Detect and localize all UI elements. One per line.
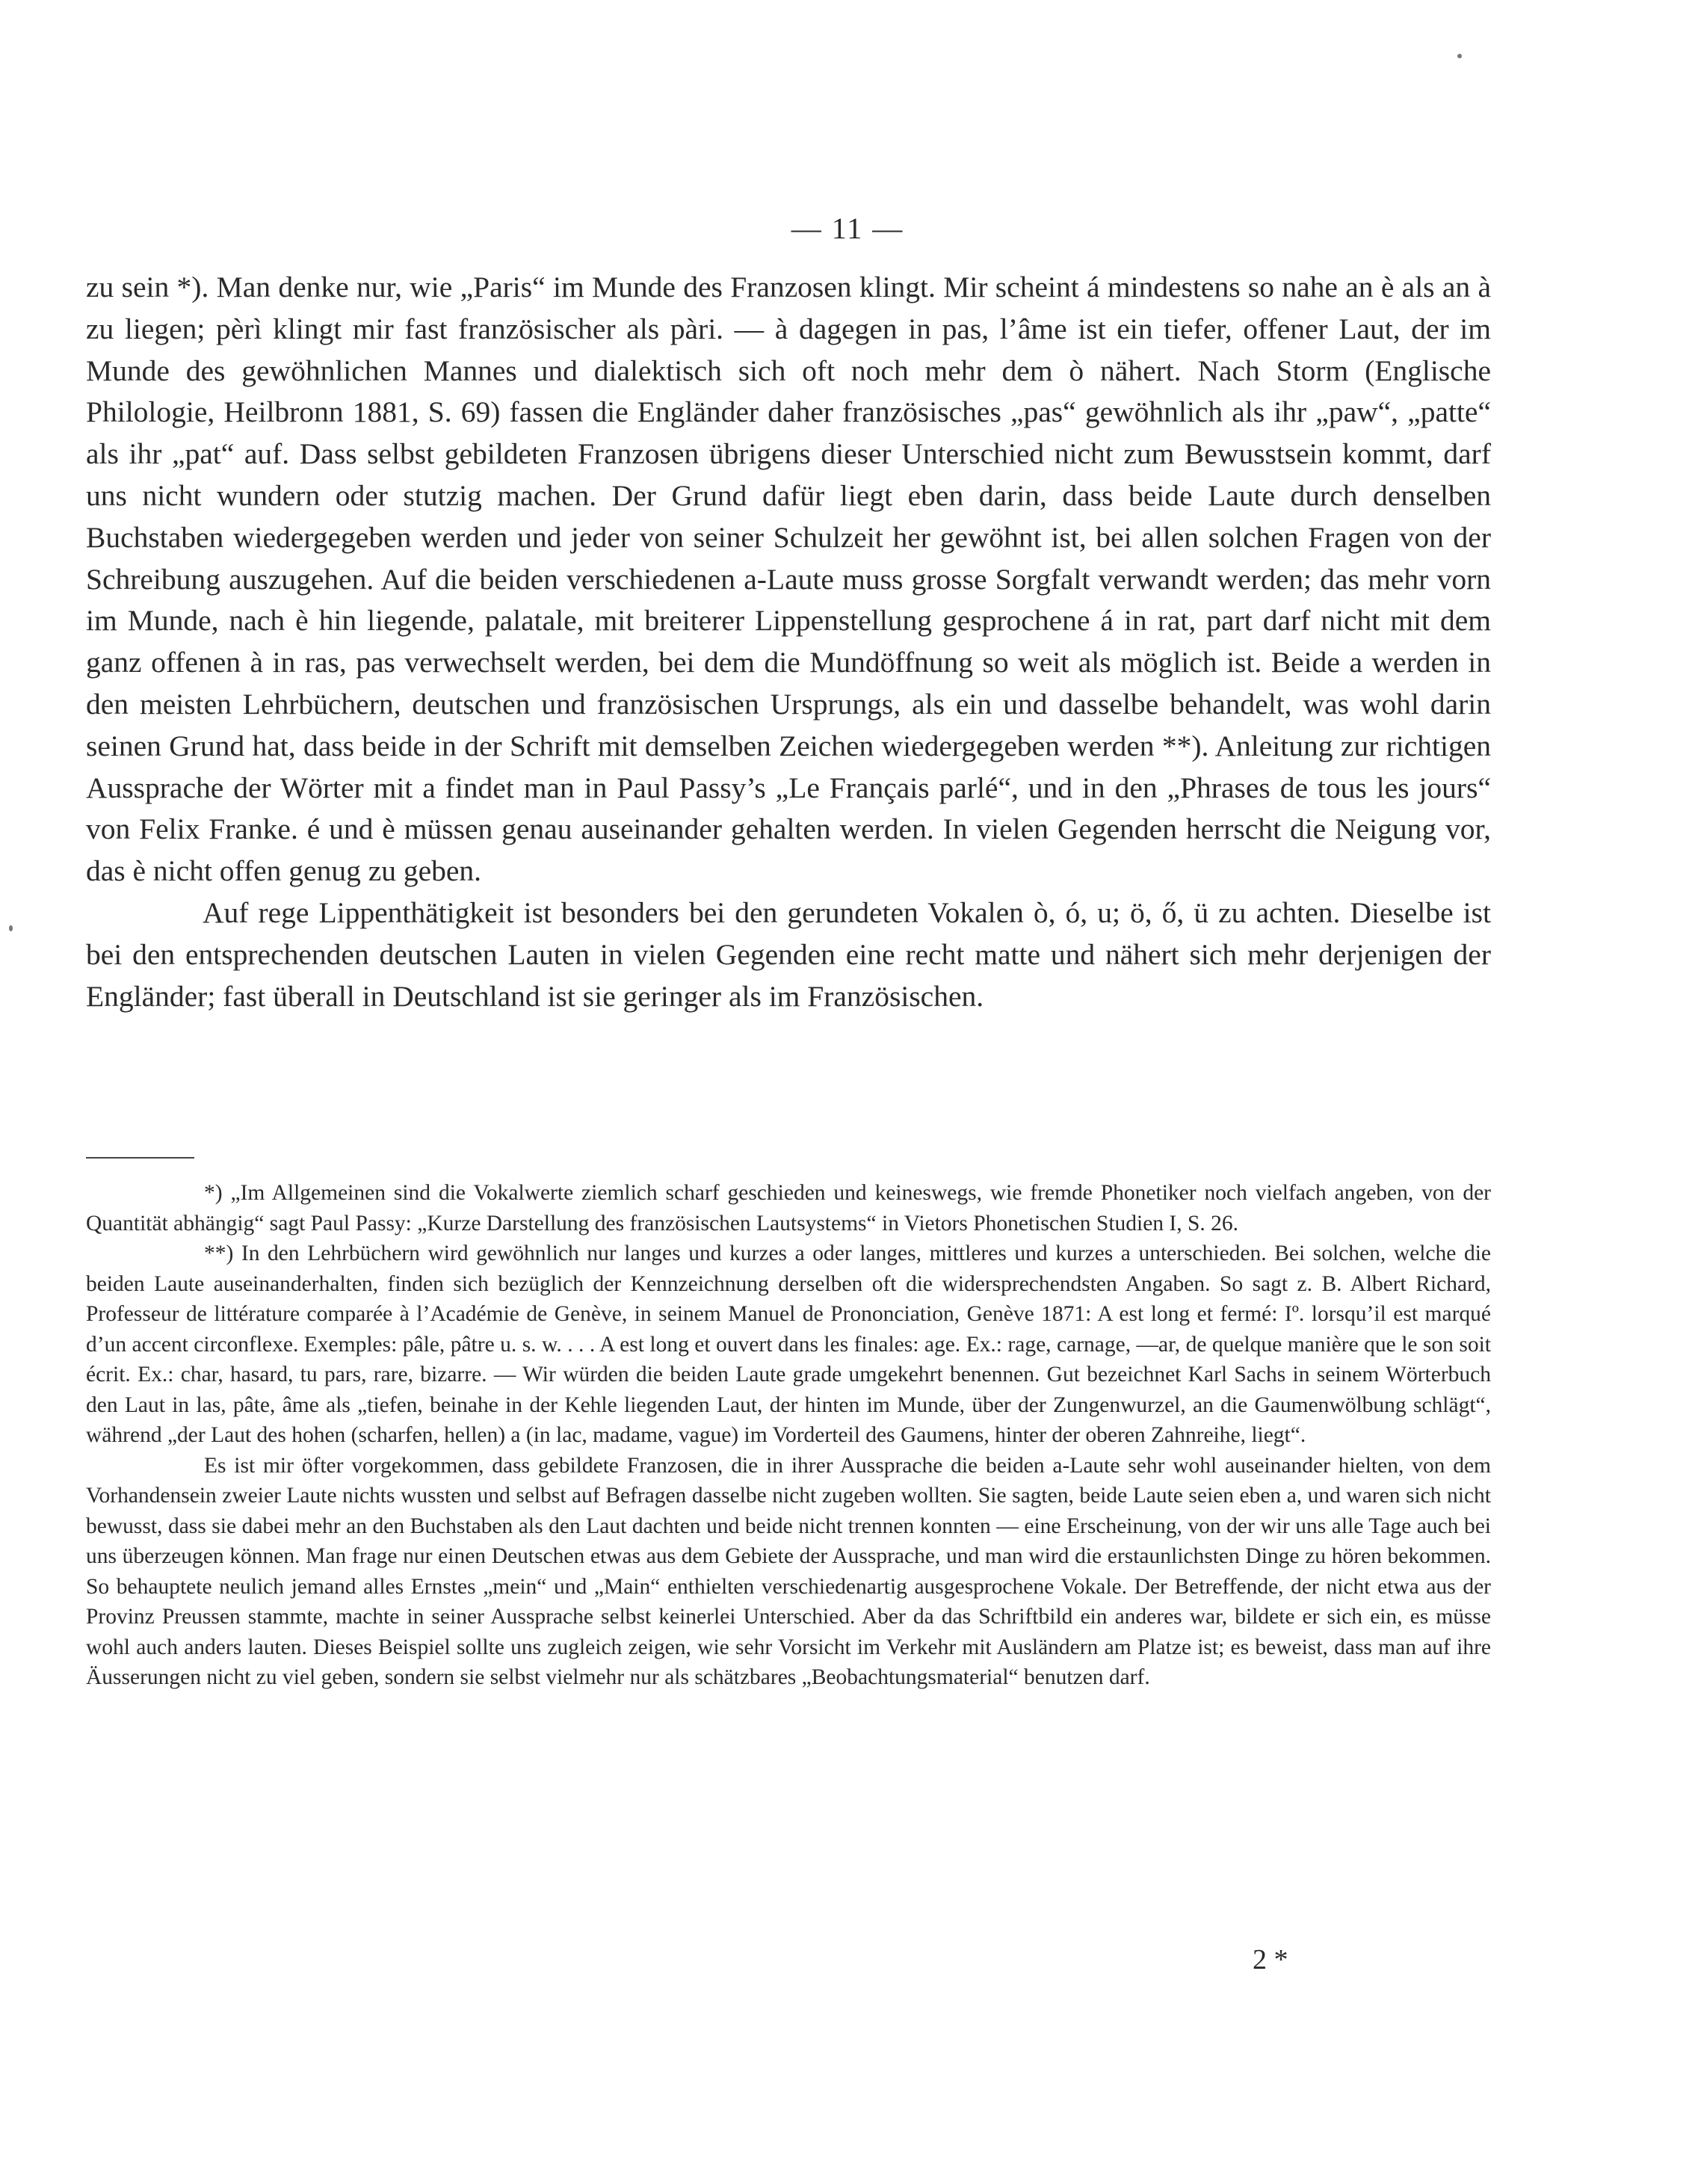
speck — [9, 925, 13, 931]
footnote: **) In den Lehrbüchern wird gewöhnlich nur langes und kurzes a oder langes, mittleres und kurzes a unterschieden. Bei solchen, welche die beiden Laute auseinanderhalten, finden sich bezüglich der Kennzeichnung derselben oft die widersprechendsten Angaben. So sagt z. B. Albert Richard, Professeur de littérature comparée à l’Académie de Genève, in seinem Manuel de Prononciation, Genève 1871: A est long et fermé: Iº. lorsqu’il est marqué d’un accent circonflexe. Exemples: pâle, pâtre u. s. w. . . . A est long et ouvert dans les finales: age. Ex.: rage, carnage, —ar, de quelque manière que le son soit écrit. Ex.: char, hasard, tu pars, rare, bizarre. — Wir würden die beiden Laute grade umgekehrt benennen. Gut bezeichnet Karl Sachs in seinem Wörterbuch den Laut in las, pâte, âme als „tiefen, beinahe in der Kehle liegenden Laut, der hinten im Munde, über der Zungenwurzel, an die Gaumenwölbung schlägt“, während „der Laut des hohen (scharfen, hellen) a (in lac, madame, vague) im Vorderteil des Gaumens, hinter der oberen Zahnreihe, liegt“. — [86, 1241, 1491, 1447]
signature-mark: 2 * — [1253, 1944, 1288, 1975]
footnote-rule — [86, 1157, 194, 1159]
footnote: Es ist mir öfter vorgekommen, dass gebildete Franzosen, die in ihrer Aussprache die beiden a-Laute sehr wohl auseinander hielten, von dem Vorhandensein zweier Laute nichts wussten und selbst auf Befragen dasselbe nicht zugeben wollten. Sie sagten, beide Laute seien eben a, und waren sich nicht bewusst, dass sie dabei mehr an den Buchstaben als den Laut dachten und beide nicht trennen konnten — eine Erscheinung, von der wir uns alle Tage auch bei uns überzeugen können. Man frage nur einen Deutschen etwas aus dem Gebiete der Aussprache, und man wird die erstaunlichsten Dinge zu hören bekommen. So behauptete neulich jemand alles Ernstes „mein“ und „Main“ enthielten verschiedenartig ausgesprochene Vokale. Der Betreffende, der nicht etwa aus der Provinz Preussen stammte, machte in seiner Aussprache selbst keinerlei Unterschied. Aber da das Schriftbild ein anderes war, bildete er sich ein, es müsse wohl auch anders lauten. Dieses Beispiel sollte uns zugleich zeigen, wie sehr Vorsicht im Verkehr mit Ausländern am Platze ist; es beweist, dass man auf ihre Äusserungen nicht zu viel geben, sondern sie selbst vielmehr nur als schätzbares „Beobachtungsmaterial“ benutzen darf. — [86, 1453, 1491, 1689]
paragraph: Auf rege Lippenthätigkeit ist besonders bei den gerundeten Vokalen ò, ó, u; ö, ő, ü zu achten. Dieselbe ist bei den entsprechenden deutschen Lauten in vielen Gegenden eine recht matte und nähert sich mehr derjenigen der Engländer; fast überall in Deutschland ist sie geringer als im Französischen. — [86, 895, 1491, 1013]
page-number: — 11 — — [791, 212, 904, 245]
main-text — [86, 267, 1491, 1017]
paragraph: zu sein *). Man denke nur, wie „Paris“ im Munde des Franzosen klingt. Mir scheint á mindestens so nahe an è als an à zu liegen; pèrì klingt mir fast französischer als pàri. — à dagegen in pas, l’âme ist ein tiefer, offener Laut, der im Munde des gewöhnlichen Mannes und dialektisch sich oft noch mehr dem ò nähert. Nach Storm (Englische Philologie, Heilbronn 1881, S. 69) fassen die Engländer daher französisches „pas“ gewöhnlich als ihr „paw“, „patte“ als ihr „pat“ auf. Dass selbst gebildeten Franzosen übrigens dieser Unterschied nicht zum Bewusstsein kommt, darf uns nicht wundern oder stutzig machen. Der Grund dafür liegt eben darin, dass beide Laute durch denselben Buchstaben wiedergegeben werden und jeder von seiner Schulzeit her gewöhnt ist, bei allen solchen Fragen von der Schreibung auszugehen. Auf die beiden verschiedenen a-Laute muss grosse Sorgfalt verwandt werden; das mehr vorn im Munde, nach è hin liegende, palatale, mit breiterer Lippenstellung gesprochene á in rat, part darf nicht mit dem ganz offenen à in ras, pas verwechselt werden, bei dem die Mundöffnung so weit als möglich ist. Beide a werden in den meisten Lehrbüchern, deutschen und französischen Ursprungs, als ein und dasselbe behandelt, was wohl darin seinen Grund hat, dass beide in der Schrift mit demselben Zeichen wiedergegeben werden **). Anleitung zur richtigen Aussprache der Wörter mit a findet man in Paul Passy’s „Le Français parlé“, und in den „Phrases de tous les jours“ von Felix Franke. é und è müssen genau auseinander gehalten werden. In vielen Gegenden herrscht die Neigung vor, das è nicht offen genug zu geben. — [86, 271, 1491, 888]
footnote: *) „Im Allgemeinen sind die Vokalwerte ziemlich scharf geschieden und keineswegs, wie fremde Phonetiker noch vielfach angeben, von der Quantität abhängig“ sagt Paul Passy: „Kurze Darstellung des französischen Lautsystems“ in Vietors Phonetischen Studien I, S. 26. — [86, 1181, 1491, 1236]
footnotes — [86, 1178, 1491, 1693]
speck — [1457, 54, 1462, 58]
